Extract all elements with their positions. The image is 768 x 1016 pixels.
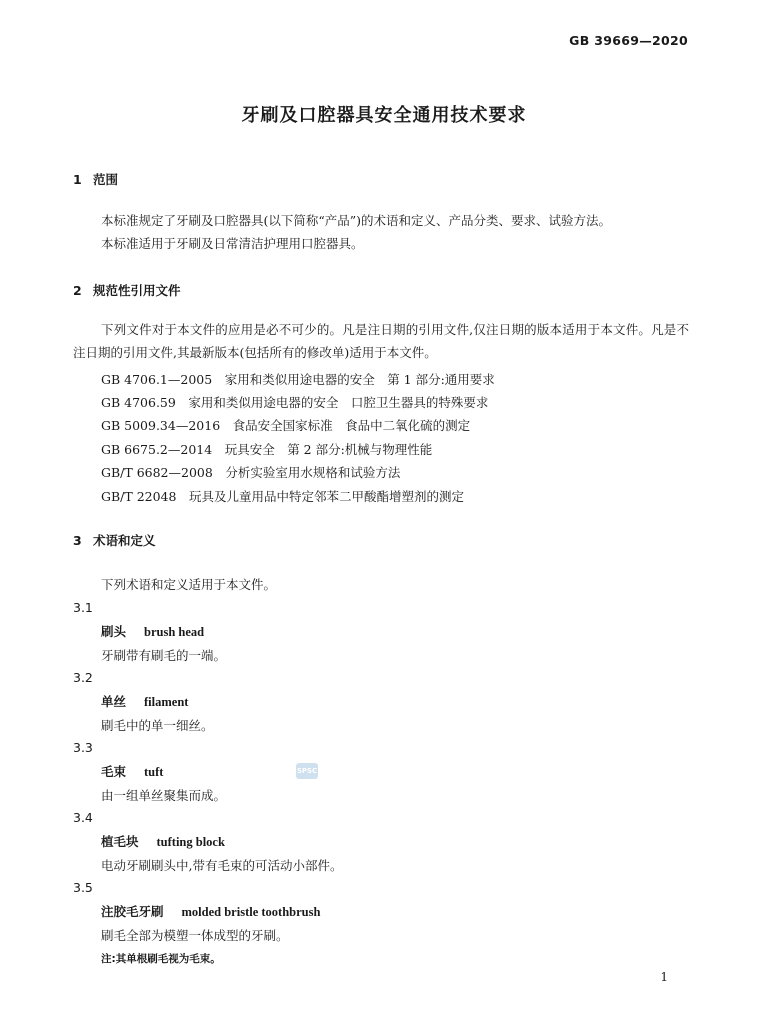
reference-item: GB/T 6682—2008 分析实验室用水规格和试验方法 — [101, 465, 401, 480]
reference-item: GB 6675.2—2014 玩具安全 第 2 部分:机械与物理性能 — [101, 442, 433, 457]
term-zh: 单丝 — [101, 694, 127, 709]
term-zh: 注胶毛牙刷 — [101, 904, 164, 919]
section-title: 规范性引用文件 — [93, 283, 181, 298]
term-en: brush head — [144, 625, 205, 639]
definition-text: 刷毛中的单一细丝。 — [101, 718, 214, 733]
term-zh: 植毛块 — [101, 834, 139, 849]
section-2-heading — [73, 281, 181, 299]
page-number: 1 — [660, 970, 668, 984]
watermark-logo: SPSC — [296, 763, 318, 779]
definition-text: 刷毛全部为模塑一体成型的牙刷。 — [101, 928, 289, 943]
section-number: 1 — [73, 172, 82, 187]
reference-item: GB 4706.59 家用和类似用途电器的安全 口腔卫生器具的特殊要求 — [101, 395, 489, 410]
definition-term — [101, 832, 225, 850]
document-title: 牙刷及口腔器具安全通用技术要求 — [241, 105, 527, 126]
standard-number: GB 39669—2020 — [569, 33, 688, 48]
definition-term — [101, 762, 163, 780]
section-title: 范围 — [93, 172, 119, 187]
note: 注:其单根刷毛视为毛束。 — [101, 953, 221, 965]
section-3-heading — [73, 531, 156, 549]
definition-term — [101, 622, 204, 640]
definition-number: 3.5 — [73, 880, 93, 895]
section-1-heading — [73, 170, 118, 188]
definition-text: 牙刷带有刷毛的一端。 — [101, 648, 227, 663]
term-zh: 刷头 — [101, 624, 127, 639]
definition-number: 3.3 — [73, 740, 93, 755]
definition-text: 电动牙刷刷头中,带有毛束的可活动小部件。 — [101, 858, 343, 873]
term-en: tufting block — [156, 835, 225, 849]
definition-number: 3.4 — [73, 810, 93, 825]
definition-number: 3.1 — [73, 600, 93, 615]
term-zh: 毛束 — [101, 764, 127, 779]
term-en: filament — [144, 695, 189, 709]
section-number: 2 — [73, 283, 82, 298]
definition-number: 3.2 — [73, 670, 93, 685]
paragraph: 下列术语和定义适用于本文件。 — [101, 577, 277, 592]
definition-text: 由一组单丝聚集而成。 — [101, 788, 227, 803]
paragraph: 下列文件对于本文件的应用是必不可少的。凡是注日期的引用文件,仅注日期的版本适用于本文件。凡是不注日期的引用文件,其最新版本(包括所有的修改单)适用于本文件。 — [73, 322, 689, 360]
definition-term — [101, 902, 320, 920]
paragraph: 本标准规定了牙刷及口腔器具(以下简称“产品”)的术语和定义、产品分类、要求、试验方法。 — [101, 213, 612, 228]
section-number: 3 — [73, 533, 82, 548]
reference-item: GB 4706.1—2005 家用和类似用途电器的安全 第 1 部分:通用要求 — [101, 372, 495, 387]
term-en: tuft — [144, 765, 164, 779]
section-title: 术语和定义 — [93, 533, 156, 548]
definition-term — [101, 692, 188, 710]
term-en: molded bristle toothbrush — [181, 905, 321, 919]
reference-item: GB/T 22048 玩具及儿童用品中特定邻苯二甲酸酯增塑剂的测定 — [101, 489, 464, 504]
paragraph: 本标准适用于牙刷及日常清洁护理用口腔器具。 — [101, 236, 364, 251]
reference-item: GB 5009.34—2016 食品安全国家标准 食品中二氧化硫的测定 — [101, 418, 471, 433]
